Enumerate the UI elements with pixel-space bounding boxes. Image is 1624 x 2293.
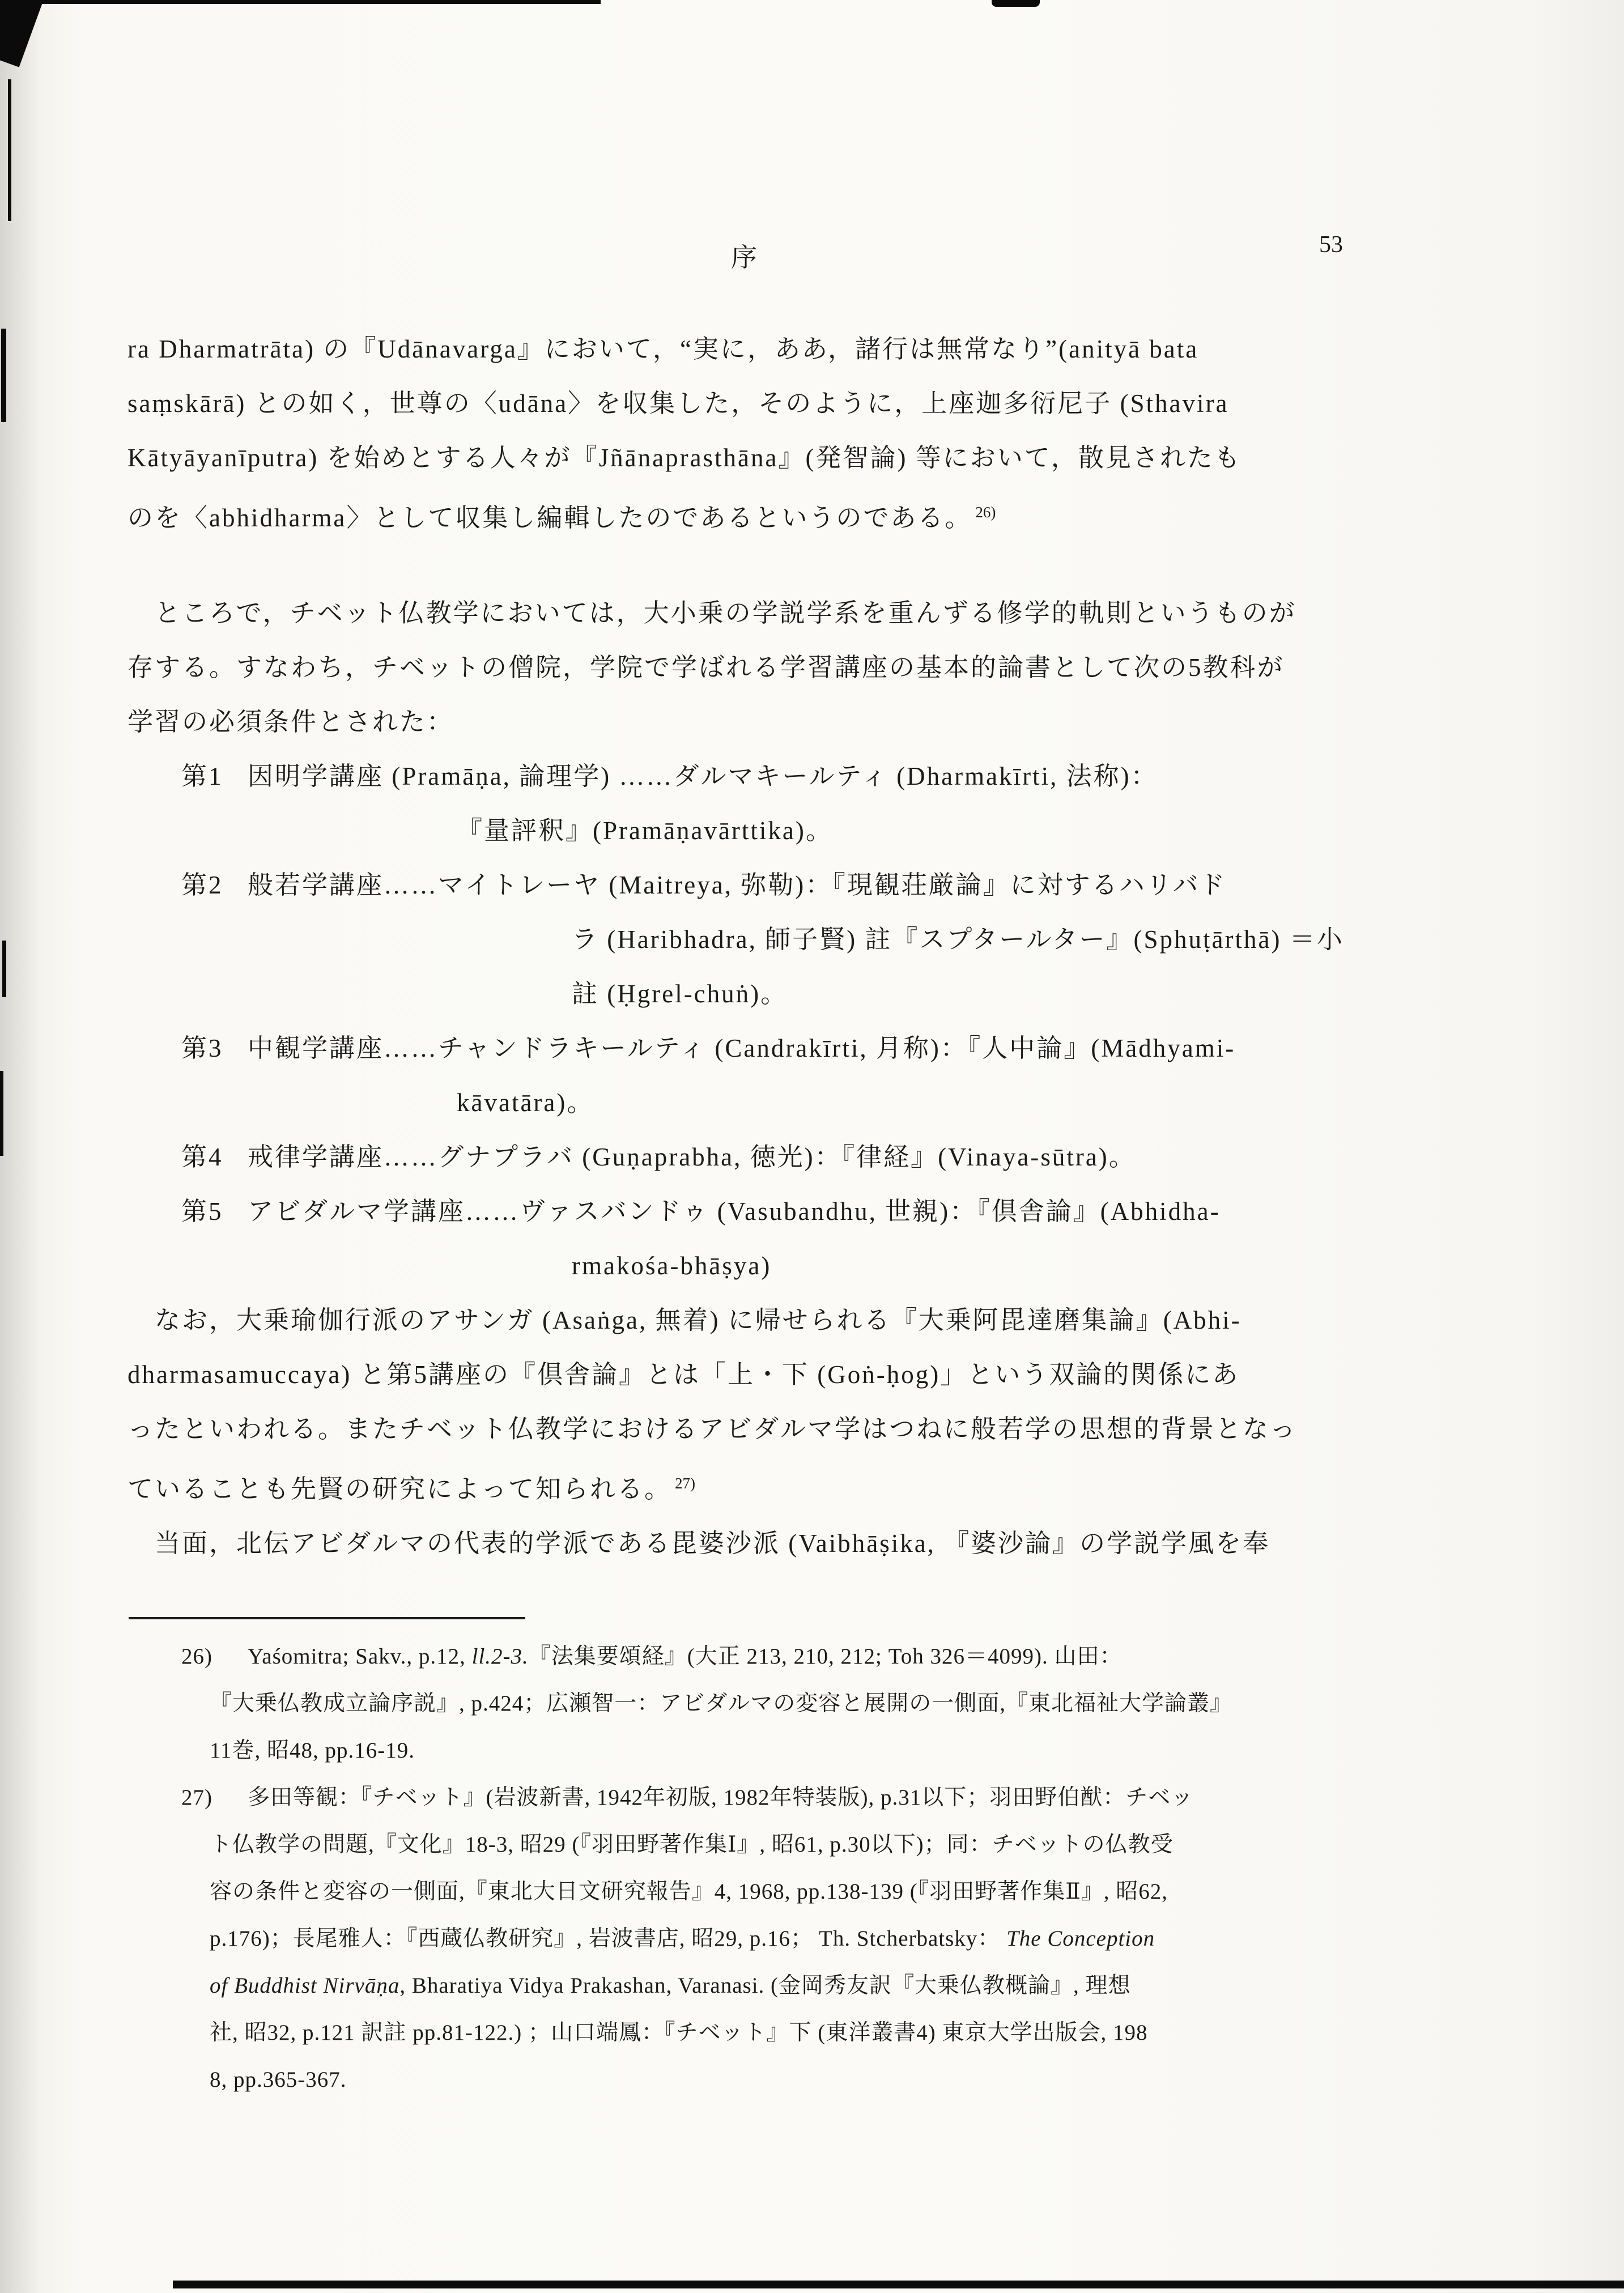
body-line: 学習の必須条件とされた： <box>127 708 454 736</box>
lecture-item-1 <box>181 749 1363 803</box>
footnote-27-line-1 <box>181 1774 1349 1821</box>
lecture-5-text: アビダルマ学講座……ヴァスバンドゥ (Vasubandhu, 世親)：『倶舎論』(Abhidha- <box>248 1197 1221 1226</box>
lecture-5-continuation: rmakośa-bhāṣya) <box>572 1252 772 1280</box>
footnote-27-line-3: 容の条件と変容の一側面,『東北大日文研究報告』4, 1968, pp.138-139 (『羽田野著作集Ⅱ』, 昭62, <box>210 1879 1168 1904</box>
lecture-1-continuation: 『量評釈』(Pramāṇavārttika)。 <box>457 816 833 845</box>
footnote-26-line-3: 11巻, 昭48, pp.16-19. <box>210 1738 415 1763</box>
footnote-27-line-4 <box>210 1915 1349 1962</box>
lecture-2-label: 第2 <box>181 871 223 899</box>
footnote-27-line-7: 8, pp.365-367. <box>210 2067 347 2092</box>
lecture-1-text: 因明学講座 (Pramāṇa, 論理学) ……ダルマキールティ (Dharmakīrti, 法称)： <box>248 762 1158 790</box>
body-line: 存する。すなわち，チベットの僧院，学院で学ばれる学習講座の基本的論書として次の5教科が <box>127 653 1285 682</box>
lecture-3-continuation: kāvatāra)。 <box>457 1088 594 1117</box>
lecture-1-label: 第1 <box>181 762 223 790</box>
body-line <box>127 1456 1363 1516</box>
body-line: ra Dharmatrāta) の『Udānavarga』において，“実に，ああ，諸行は無常なり”(anityā bata <box>127 335 1199 363</box>
lecture-2-text: 般若学講座……マイトレーヤ (Maitreya, 弥勒)：『現観荘厳論』に対するハリバド <box>248 871 1227 899</box>
scan-artifact-corner-blob <box>0 0 49 67</box>
page-header <box>127 232 1363 272</box>
body-line-text: のを〈abhidharma〉として収集し編輯したのであるというのである。 <box>127 504 972 532</box>
scan-artifact-left-line-4 <box>0 1071 3 1156</box>
lecture-2-continuation: 註 (Ḥgrel-chuṅ)。 <box>572 980 788 1008</box>
lecture-3-label: 第3 <box>181 1034 223 1062</box>
lecture-item-5 <box>181 1184 1363 1239</box>
footnote-26-text: Yaśomitra; Sakv., p.12, <box>248 1644 472 1669</box>
footnote-27-line-5 <box>210 1962 1349 2009</box>
body-line-text: ていることも先賢の研究によって知られる。 <box>127 1475 672 1503</box>
body-text <box>127 322 1363 1571</box>
footnote-separator <box>129 1617 525 1619</box>
page-title: 序 <box>731 243 759 272</box>
footnote-27-number: 27) <box>181 1785 212 1810</box>
body-line: dharmasamuccaya) と第5講座の『倶舎論』とは「上・下 (Goṅ-ḥog)」という双論的関係にあ <box>127 1360 1240 1389</box>
lecture-item-3 <box>181 1021 1363 1075</box>
footnote-27-line-2: ト仏教学の問題,『文化』18-3, 昭29 (『羽田野著作集Ⅰ』, 昭61, p.30以下)；同：チベットの仏教受 <box>210 1832 1174 1857</box>
lecture-item-4 <box>181 1130 1363 1184</box>
scan-artifact-left-line-1 <box>8 79 11 221</box>
footnotes-section <box>181 1633 1349 2103</box>
footnote-26-italic-text: ll.2-3. <box>471 1644 529 1669</box>
footnote-26-line-2: 『大乗仏教成立論序説』, p.424；広瀬智一：アビダルマの変容と展開の一側面,『東北福祉大学論叢』 <box>210 1691 1233 1716</box>
footnote-27-italic-title: The Conception <box>1006 1926 1155 1951</box>
scan-artifact-left-line-2 <box>1 329 6 422</box>
footnote-27-text: p.176)；長尾雅人：『西蔵仏教研究』, 岩波書店, 昭29, p.16； Th. Stcherbatsky： <box>210 1926 1007 1951</box>
body-line: なお，大乗瑜伽行派のアサンガ (Asaṅga, 無着) に帰せられる『大乗阿毘達磨集論』(Abhi- <box>127 1306 1242 1334</box>
lecture-4-label: 第4 <box>181 1143 223 1171</box>
footnote-27-text: , Bharatiya Vidya Prakashan, Varanasi. (金岡秀友訳『大乗仏教概論』, 理想 <box>399 1973 1131 1998</box>
lecture-2-continuation: ラ (Haribhadra, 師子賢) 註『スプタールター』(Sphuṭārthā) ＝小 <box>572 925 1344 954</box>
footnote-26-line-1 <box>181 1633 1349 1680</box>
body-line: Kātyāyanīputra) を始めとする人々が『Jñānaprasthāna』(発智論) 等において，散見されたも <box>127 444 1242 472</box>
page-number: 53 <box>1319 232 1343 258</box>
footnote-26-text: 『法集要頌経』(大正 213, 210, 212; Toh 326＝4099). 山田： <box>528 1644 1123 1669</box>
page-content <box>127 0 1363 2103</box>
lecture-item-2 <box>181 858 1363 912</box>
footnote-26-number: 26) <box>181 1644 212 1669</box>
footnote-27-line-6: 社, 昭32, p.121 訳註 pp.81-122.) ；山口端鳳：『チベット』下 (東洋叢書4) 東京大学出版会, 198 <box>210 2020 1148 2045</box>
scan-artifact-bottom-bar <box>173 2281 1624 2288</box>
body-line <box>127 485 1363 545</box>
lecture-5-label: 第5 <box>181 1197 223 1226</box>
paragraph-gap <box>127 545 1363 586</box>
body-line: 当面，北伝アビダルマの代表的学派である毘婆沙派 (Vaibhāṣika, 『婆沙論』の学説学風を奉 <box>127 1529 1270 1558</box>
lecture-3-text: 中観学講座……チャンドラキールティ (Candrakīrti, 月称)：『人中論』(Mādhyami- <box>248 1034 1236 1062</box>
footnote-27-italic-title: of Buddhist Nirvāṇa <box>210 1973 400 1998</box>
footnote-27-text: 多田等観：『チベット』(岩波新書, 1942年初版, 1982年特装版), p.31以下；羽田野伯猷：チベッ <box>248 1785 1194 1810</box>
footnote-ref-27: 27) <box>675 1475 696 1492</box>
scan-artifact-left-line-3 <box>2 941 6 997</box>
lecture-4-text: 戒律学講座……グナプラバ (Guṇaprabha, 徳光)：『律経』(Vinaya-sūtra)。 <box>248 1143 1136 1171</box>
footnote-ref-26: 26) <box>975 504 996 521</box>
body-line: saṃskārā) との如く，世尊の〈udāna〉を収集した，そのように，上座迦多衍尼子 (Sthavira <box>127 389 1229 418</box>
body-line: ところで，チベット仏教学においては，大小乗の学説学系を重んずる修学的軌則というものが <box>127 599 1296 627</box>
body-line: ったといわれる。またチベット仏教学におけるアビダルマ学はつねに般若学の思想的背景となっ <box>127 1415 1298 1443</box>
